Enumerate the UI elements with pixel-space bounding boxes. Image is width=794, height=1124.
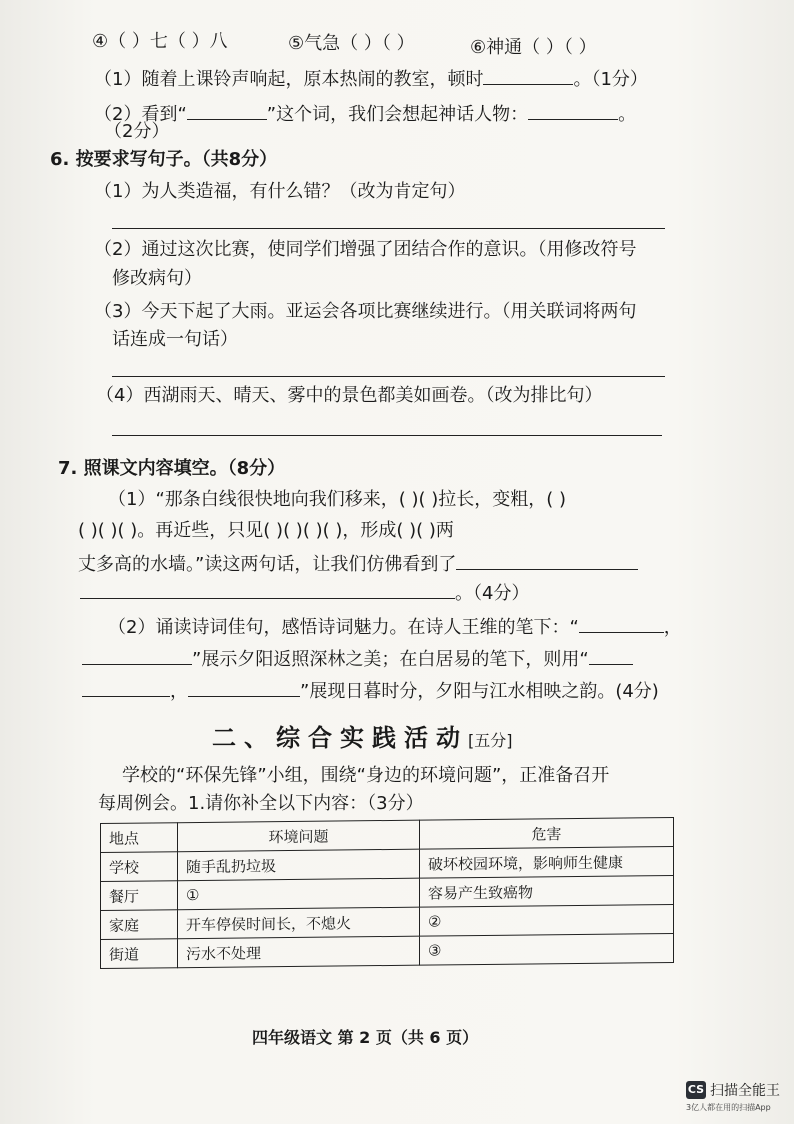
q7-l7 [82,678,659,704]
q6-s4: （4）西湖雨天、晴天、雾中的景色都美如画卷。（改为排比句） [96,385,603,406]
q6-s4-answer-line[interactable] [112,435,662,436]
table-cell: 餐厅 [101,881,178,911]
q6-title: 6. 按要求写句子。（共8分） [50,149,278,170]
section2-title-text: 二、综合实践活动 [212,724,468,752]
activity-p2: 每周例会。1.请你补全以下内容：（3分） [98,793,424,814]
q7-l4-end: 。（4分） [455,583,530,604]
q5-item-5: ⑤气急（ ）（ ） [288,33,415,54]
q6-s3b: 话连成一句话） [112,329,238,350]
q5-item-4: ④（ ）七（ ）八 [92,31,228,52]
table-cell: 容易产生致癌物 [420,875,674,907]
q6-s1-answer-line[interactable] [112,228,665,229]
table-cell: 破坏校园环境，影响师生健康 [420,846,674,878]
q7-l6-text: ”展示夕阳返照深林之美；在白居易的笔下，则用“ [192,649,589,670]
q7-l7-blank-2[interactable] [188,678,300,697]
table-cell-answer-2[interactable]: ② [420,904,674,936]
watermark-subtitle: 3亿人都在用的扫描App [686,1103,771,1112]
q5-item-6: ⑥神通（ ）（ ） [470,37,597,58]
q7-l5-text: （2）诵读诗词佳句，感悟诗词魅力。在诗人王维的笔下：“ [108,617,579,638]
q5-sub1-blank[interactable] [483,66,573,85]
q6-s2b: 修改病句） [112,268,202,289]
table-cell-answer-3[interactable]: ③ [420,933,674,965]
section2-score: [五分] [468,731,513,750]
table-header-cell: 危害 [420,817,674,849]
q6-s3a: （3）今天下起了大雨。亚运会各项比赛继续进行。（用关联词将两句 [94,301,637,322]
table-cell: 开车停侯时间长，不熄火 [178,907,420,939]
page-footer: 四年级语文 第 2 页（共 6 页） [252,1028,479,1047]
q7-l6 [82,646,633,672]
q5-sub2-blank-1[interactable] [187,101,267,120]
q5-sub1-text: （1）随着上课铃声响起，原本热闹的教室，顿时 [94,69,484,90]
q7-l6-blank-1[interactable] [82,646,192,665]
activity-p1: 学校的“环保先锋”小组，围绕“身边的环境问题”，正准备召开 [122,765,610,786]
q7-l3-text: 丈多高的水墙。”读这两句话，让我们仿佛看到了 [78,554,457,575]
q5-sub2-blank-2[interactable] [528,101,618,120]
q7-l3 [78,551,638,577]
q7-title: 7. 照课文内容填空。（8分） [58,458,286,479]
section2-title [212,718,513,753]
environment-table-body [101,817,674,968]
q5-sub2-end: 。 [618,104,637,125]
table-cell-answer-1[interactable]: ① [178,878,420,910]
table-header-cell: 地点 [101,823,178,853]
table-header-cell: 环境问题 [178,820,420,852]
scanner-watermark [686,1079,780,1100]
table-cell: 污水不处理 [178,936,420,968]
q7-l4 [80,580,529,606]
q7-l5 [108,614,682,640]
q7-l5-blank[interactable] [579,614,664,633]
table-cell: 学校 [101,852,178,882]
q7-l7-end: ”展现日暮时分，夕阳与江水相映之韵。(4分) [300,681,659,702]
camscanner-logo-icon: CS [686,1081,706,1099]
q7-l1: （1）“那条白线很快地向我们移来，( )( )拉长，变粗，( ) [108,489,567,510]
environment-table [100,817,674,969]
q6-s3-answer-line[interactable] [112,376,665,377]
table-cell: 随手乱扔垃圾 [178,849,420,881]
table-cell: 街道 [101,939,178,969]
q7-l7-blank-1[interactable] [82,678,170,697]
table-cell: 家庭 [101,910,178,940]
q5-sub2-score: （2分） [104,121,170,142]
q7-l4-blank[interactable] [80,580,455,599]
q7-l7-comma: ， [170,681,188,702]
q7-l3-blank[interactable] [456,551,638,570]
q7-l5-comma: ， [663,617,682,638]
q7-l2: ( )( )( )。再近些，只见( )( )( )( )，形成( )( )两 [78,520,454,541]
q7-l6-blank-2[interactable] [589,646,633,665]
q5-sub2-mid: ”这个词，我们会想起神话人物： [266,104,529,125]
q6-s1: （1）为人类造福，有什么错？（改为肯定句） [94,181,466,202]
q5-sub2 [94,101,636,127]
q5-sub2-pre: （2）看到“ [94,104,187,125]
table-row [101,933,674,968]
q5-sub1-end: 。（1分） [573,69,648,90]
watermark-name: 扫描全能王 [710,1082,780,1099]
q6-s2a: （2）通过这次比赛，使同学们增强了团结合作的意识。（用修改符号 [94,239,637,260]
q5-sub1 [94,66,648,92]
